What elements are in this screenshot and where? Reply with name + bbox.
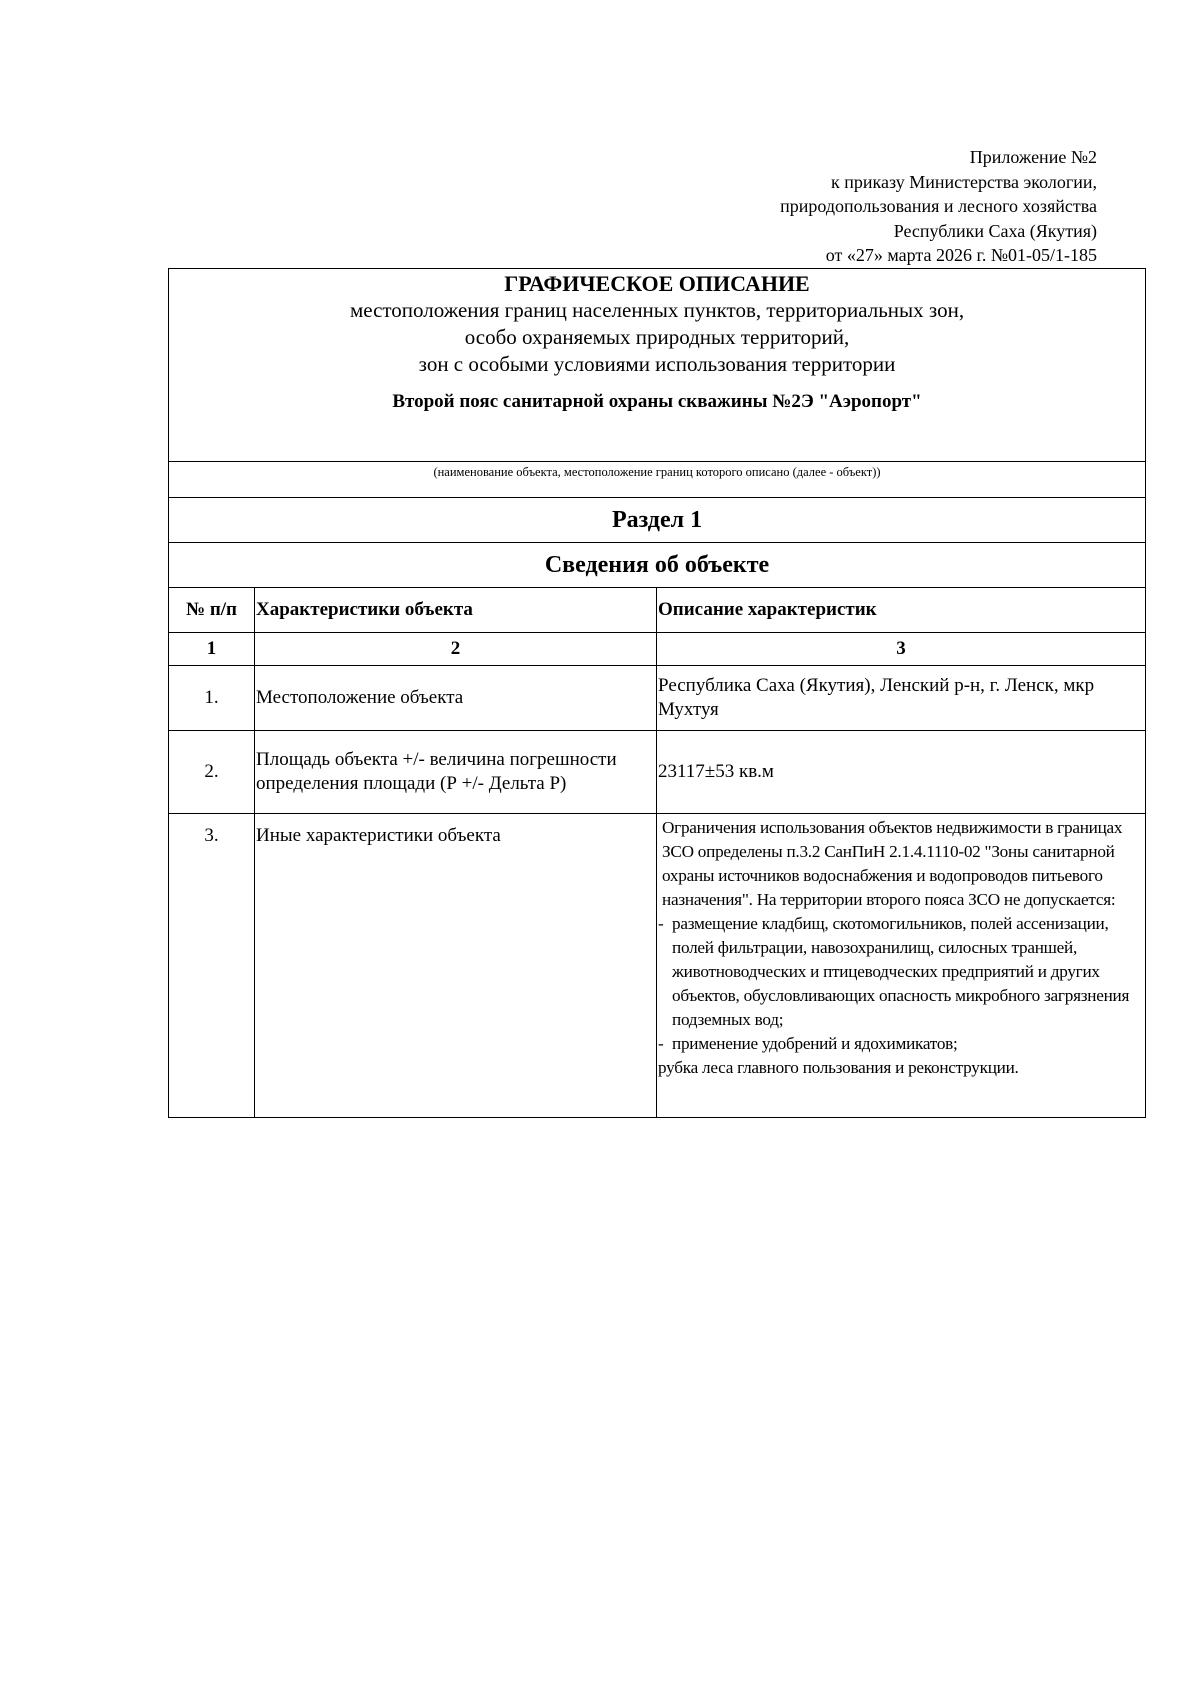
row-description: 23117±53 кв.м bbox=[657, 731, 1146, 814]
header-cell-characteristic: Характеристики объекта bbox=[255, 588, 657, 633]
object-name: Второй пояс санитарной охраны скважины №2Э "Аэропорт" bbox=[392, 391, 922, 412]
restriction-item: рубка леса главного пользования и реконструкции. bbox=[658, 1058, 1019, 1077]
row-characteristic: Площадь объекта +/- величина погрешности определения площади (Р +/- Дельта Р) bbox=[255, 731, 657, 814]
table-header-row bbox=[169, 588, 1146, 633]
appendix-line: от «27» марта 2026 г. №01-05/1-185 bbox=[825, 245, 1097, 265]
row-characteristic: Иные характеристики объекта bbox=[255, 814, 657, 1118]
row-characteristic: Местоположение объекта bbox=[255, 666, 657, 731]
document-subtitle-line: зон с особыми условиями использования территории bbox=[418, 352, 896, 376]
restriction-text: применение удобрений и ядохимикатов; bbox=[672, 1034, 958, 1053]
restriction-text: размещение кладбищ, скотомогильников, полей ассенизации, полей фильтрации, навозохранилищ, силосных траншей, животноводческих и птицеводческих предприятий и других объектов, обусловливающих опасность микробного загрязнения подземных вод; bbox=[672, 914, 1130, 1029]
column-number: 2 bbox=[255, 633, 657, 666]
row-number: 2. bbox=[169, 731, 255, 814]
table-row bbox=[169, 814, 1146, 1118]
document-subtitle-line: особо охраняемых природных территорий, bbox=[464, 325, 850, 349]
row-number: 3. bbox=[169, 814, 255, 1118]
header-cell-description: Описание характеристик bbox=[657, 588, 1146, 633]
bullet-marker: - bbox=[658, 914, 664, 933]
appendix-line: Приложение №2 bbox=[969, 147, 1097, 167]
table-row bbox=[169, 731, 1146, 814]
column-number: 1 bbox=[169, 633, 255, 666]
graphic-description-table bbox=[168, 268, 1146, 1118]
row-number: 1. bbox=[169, 666, 255, 731]
row-description bbox=[657, 814, 1146, 1118]
appendix-line: Республики Саха (Якутия) bbox=[893, 220, 1097, 241]
appendix-line: природопользования и лесного хозяйства bbox=[780, 196, 1097, 216]
restriction-item bbox=[658, 1032, 1145, 1056]
bullet-marker: - bbox=[658, 1034, 664, 1053]
appendix-line: к приказу Министерства экологии, bbox=[830, 171, 1097, 192]
document-header bbox=[169, 269, 1146, 462]
restrictions-intro: Ограничения использования объектов недвижимости в границах ЗСО определены п.3.2 СанПиН 2.1.4.1110-02 "Зоны санитарной охраны источников водоснабжения и водопроводов питьевого назначения". На территории второго пояса ЗСО не допускается: bbox=[662, 818, 1123, 909]
column-number: 3 bbox=[657, 633, 1146, 666]
table-row bbox=[169, 666, 1146, 731]
appendix-block bbox=[780, 145, 1097, 268]
object-name-note: (наименование объекта, местоположение границ которого описано (далее - объект)) bbox=[169, 462, 1146, 498]
document-title: ГРАФИЧЕСКОЕ ОПИСАНИЕ bbox=[504, 271, 810, 296]
restriction-item bbox=[658, 912, 1145, 1032]
row-description: Республика Саха (Якутия), Ленский р-н, г. Ленск, мкр Мухтуя bbox=[657, 666, 1146, 731]
header-cell-number: № п/п bbox=[169, 588, 255, 633]
column-number-row bbox=[169, 633, 1146, 666]
section-title: Раздел 1 bbox=[169, 498, 1146, 543]
section-subtitle: Сведения об объекте bbox=[169, 543, 1146, 588]
document-subtitle-line: местоположения границ населенных пунктов, территориальных зон, bbox=[349, 298, 965, 322]
